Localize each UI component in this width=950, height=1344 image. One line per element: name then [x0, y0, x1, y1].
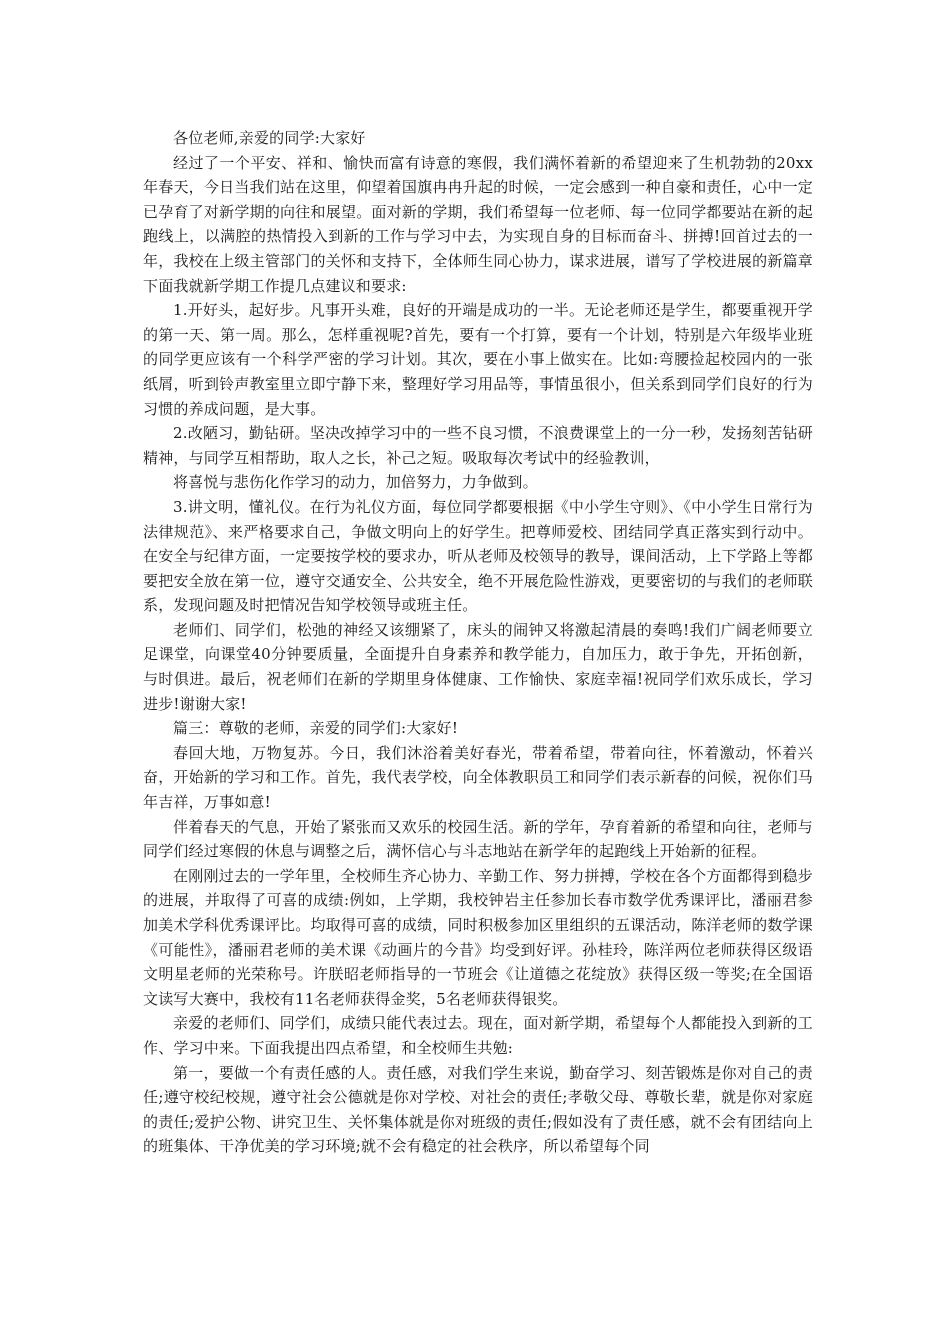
document-body: [143, 126, 813, 1159]
paragraph-point-3: 3.讲文明，懂礼仪。在行为礼仪方面，每位同学都要根据《中小学生守则》、《中小学生日常行为法律规范》、来严格要求自己，争做文明向上的好学生。把尊师爱校、团结同学真正落实到行动中。在安全与纪律方面，一定要按学校的要求办，听从老师及校领导的教导，课间活动，上下学路上等都要把安全放在第一位，遵守交通安全、公共安全，绝不开展危险性游戏，更要密切的与我们的老师联系，发现问题及时把情况告知学校领导或班主任。: [143, 497, 813, 615]
paragraph-closing: 老师们、同学们，松弛的神经又该绷紧了，床头的闹钟又将激起清晨的奏鸣!我们广阔老师要立足课堂，向课堂40分钟要质量，全面提升自身素养和教学能力，自加压力，敢于争先，开拓创新，与时俱进。最后，祝老师们在新的学期里身体健康、工作愉快、家庭幸福!祝同学们欢乐成长，学习进步!谢谢大家!: [143, 620, 813, 713]
paragraph-point-1: 1.开好头，起好步。凡事开头难，良好的开端是成功的一半。无论老师还是学生，都要重视开学的第一天、第一周。那么，怎样重视呢?首先，要有一个打算，要有一个计划，特别是六年级毕业班的同学更应该有一个科学严密的学习计划。其次，要在小事上做实在。比如:弯腰捡起校园内的一张纸屑，听到铃声教室里立即宁静下来，整理好学习用品等，事情虽很小，但关系到同学们良好的行为习惯的养成问题，是大事。: [143, 301, 813, 418]
paragraph-spring: 春回大地，万物复苏。今日，我们沐浴着美好春光，带着希望，带着向往，怀着激动，怀着兴奋，开始新的学习和工作。首先，我代表学校，向全体教职员工和同学们表示新春的问候，祝你们马年吉祥，万事如意!: [143, 743, 813, 812]
paragraph-greeting: 各位老师,亲爱的同学:大家好: [173, 129, 366, 147]
paragraph-responsibility: 第一，要做一个有责任感的人。责任感，对我们学生来说，勤奋学习、刻苦锻炼是你对自己的责任;遵守校纪校规，遵守社会公德就是你对学校、对社会的责任;孝敬父母、尊敬长辈，就是你对家庭的责任;爱护公物、讲究卫生、关怀集体就是你对班级的责任;假如没有了责任感，就不会有团结向上的班集体、干净优美的学习环境;就不会有稳定的社会秩序，所以希望每个同: [143, 1063, 813, 1156]
paragraph-hopes-intro: 亲爱的老师们、同学们，成绩只能代表过去。现在，面对新学期，希望每个人都能投入到新的工作、学习中来。下面我提出四点希望，和全校师生共勉:: [143, 1014, 813, 1057]
paragraph-opening: 经过了一个平安、祥和、愉快而富有诗意的寒假，我们满怀着新的希望迎来了生机勃勃的20xx年春天，今日当我们站在这里，仰望着国旗冉冉升起的时候，一定会感到一种自豪和责任，心中一定已孕育了对新学期的向往和展望。面对新的学期，我们希望每一位老师、每一位同学都要站在新的起跑线上，以满腔的热情投入到新的工作与学习中去，为实现自身的目标而奋斗、拼搏!回首过去的一年，我校在上级主管部门的关怀和支持下，全体师生同心协力，谋求进展，谱写了学校进展的新篇章下面我就新学期工作提几点建议和要求:: [143, 153, 813, 295]
paragraph-point-2-cont: 将喜悦与悲伤化作学习的动力，加倍努力，力争做到。: [173, 473, 538, 492]
paragraph-section-three-greeting: 篇三：尊敬的老师，亲爱的同学们:大家好!: [173, 719, 459, 738]
paragraph-achievements: 在刚刚过去的一学年里，全校师生齐心协力、辛勤工作、努力拼搏，学校在各个方面都得到稳步的进展，并取得了可喜的成绩:例如，上学期，我校钟岩主任参加长春市数学优秀课评比，潘丽君参加美术学科优秀课评比。均取得可喜的成绩，同时积极参加区里组织的五课活动，陈洋老师的数学课《可能性》，潘丽君老师的美术课《动画片的今昔》均受到好评。孙桂玲，陈洋两位老师获得区级语文明星老师的光荣称号。许朕昭老师指导的一节班会《让道德之花绽放》获得区级一等奖;在全国语文读写大赛中，我校有11名老师获得金奖，5名老师获得银奖。: [143, 866, 813, 1008]
paragraph-point-2: 2.改陋习，勤钻研。坚决改掉学习中的一些不良习惯，不浪费课堂上的一分一秒，发扬刻苦钻研精神，与同学互相帮助，取人之长，补己之短。吸取每次考试中的经验教训，: [143, 424, 813, 467]
paragraph-campus-life: 伴着春天的气息，开始了紧张而又欢乐的校园生活。新的学年，孕育着新的希望和向往，老师与同学们经过寒假的休息与调整之后，满怀信心与斗志地站在新学年的起跑线上开始新的征程。: [143, 817, 813, 861]
